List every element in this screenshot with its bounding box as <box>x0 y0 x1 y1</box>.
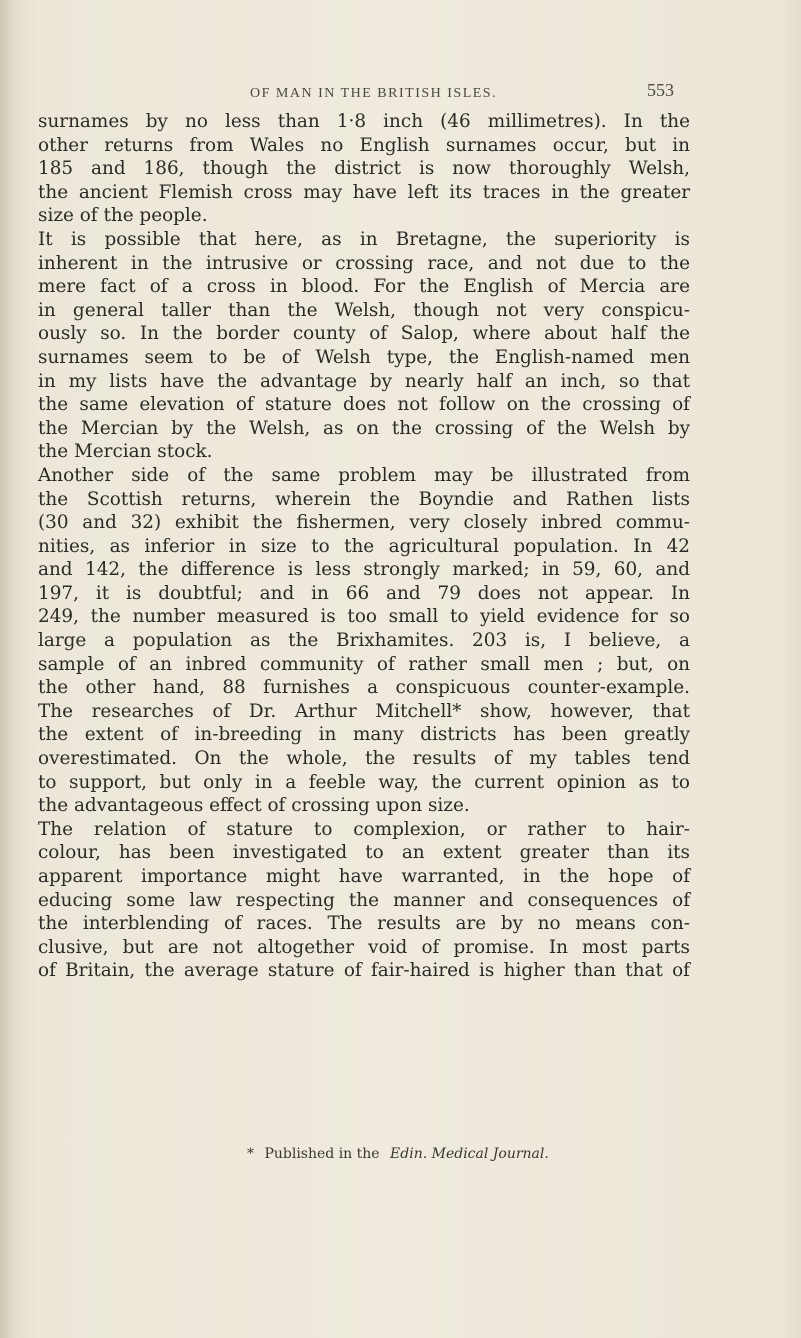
page-number: 553 <box>647 80 674 100</box>
text-line: sample of an inbred community of rather small men ; but, on <box>38 653 690 675</box>
text-line: mere fact of a cross in blood. For the English of Mercia are <box>38 276 690 298</box>
paragraph-start-line: It is possible that here, as in Bretagne, the superiority is <box>38 228 690 250</box>
text-line: other returns from Wales no English surnames occur, but in <box>38 134 690 156</box>
text-line: overestimated. On the whole, the results of my tables tend <box>38 748 690 770</box>
footnote-marker: * <box>247 1146 254 1162</box>
text-line: apparent importance might have warranted, in the hope of <box>38 866 690 887</box>
text-line: the other hand, 88 furnishes a conspicuous counter-example. <box>38 677 690 699</box>
text-line: the same elevation of stature does not follow on the crossing of <box>38 394 690 416</box>
text-line: surnames by no less than 1·8 inch (46 millimetres). In the <box>38 111 690 132</box>
text-line: of Britain, the average stature of fair-haired is higher than that of <box>38 960 690 982</box>
text-line: nities, as inferior in size to the agricultural population. In 42 <box>38 535 690 557</box>
text-line: to support, but only in a feeble way, the current opinion as to <box>38 771 690 793</box>
text-line: in general taller than the Welsh, though not very conspicu- <box>38 299 690 321</box>
text-line: the Mercian stock. <box>38 441 213 463</box>
text-line: educing some law respecting the manner and consequences of <box>38 889 690 911</box>
text-line: size of the people. <box>38 205 208 227</box>
text-line: and 142, the difference is less strongly marked; in 59, 60, and <box>38 559 690 581</box>
text-line: the Mercian by the Welsh, as on the crossing of the Welsh by <box>38 417 690 439</box>
text-line: ously so. In the border county of Salop, where about half the <box>38 323 690 345</box>
text-line: the ancient Flemish cross may have left its traces in the greater <box>38 181 690 203</box>
footnote <box>247 1146 549 1162</box>
footnote-journal: Edin. Medical Journal. <box>390 1146 549 1162</box>
text-line: in my lists have the advantage by nearly half an inch, so that <box>38 370 690 392</box>
text-line: the extent of in-breeding in many districts has been greatly <box>38 724 690 746</box>
text-line: 185 and 186, though the district is now thoroughly Welsh, <box>38 158 690 180</box>
text-line: The researches of Dr. Arthur Mitchell* show, however, that <box>38 700 690 722</box>
spine-shadow <box>0 0 14 1338</box>
text-line: (30 and 32) exhibit the fishermen, very closely inbred commu- <box>38 512 690 534</box>
text-line: the interblending of races. The results are by no means con- <box>38 913 690 935</box>
text-line: the Scottish returns, wherein the Boyndie and Rathen lists <box>38 488 690 510</box>
text-line: 197, it is doubtful; and in 66 and 79 does not appear. In <box>38 582 690 604</box>
body-text <box>38 110 690 983</box>
text-line: inherent in the intrusive or crossing race, and not due to the <box>38 252 690 274</box>
paragraph-start-line: The relation of stature to complexion, or rather to hair- <box>38 818 690 840</box>
text-line: colour, has been investigated to an extent greater than its <box>38 842 690 864</box>
footnote-rule <box>38 1141 690 1142</box>
text-line: the advantageous effect of crossing upon size. <box>38 795 470 817</box>
text-line: surnames seem to be of Welsh type, the English-named men <box>38 346 690 368</box>
footnote-text: Published in the <box>264 1146 380 1162</box>
text-line: large a population as the Brixhamites. 203 is, I believe, a <box>38 630 690 652</box>
text-line: clusive, but are not altogether void of promise. In most parts <box>38 936 690 958</box>
text-line: 249, the number measured is too small to yield evidence for so <box>38 606 690 628</box>
paragraph-start-line: Another side of the same problem may be illustrated from <box>38 464 690 486</box>
running-head: OF MAN IN THE BRITISH ISLES. <box>250 86 498 101</box>
